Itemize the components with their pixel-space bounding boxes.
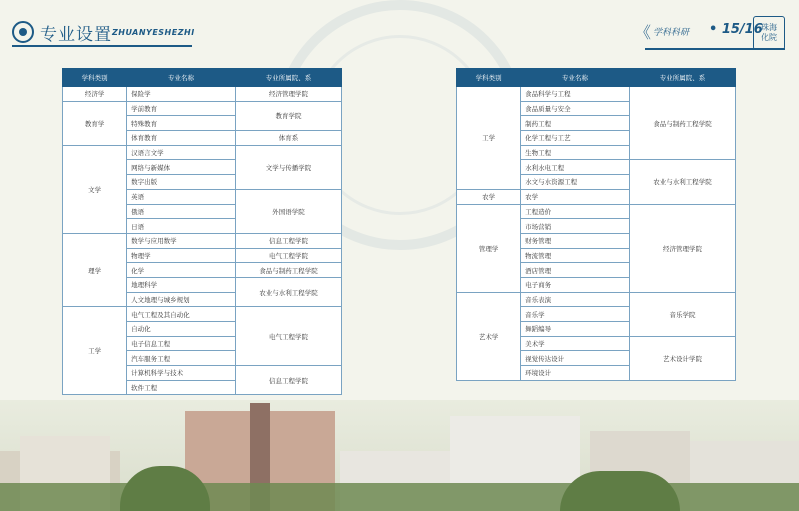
department-cell: 音乐学院 [629,292,735,336]
column-header-category: 学科类别 [457,69,521,87]
table-row [63,233,342,248]
major-cell: 物理学 [127,248,236,263]
campus-trees [560,471,680,511]
major-cell: 数学与应用数学 [127,233,236,248]
table-row [63,145,342,160]
department-cell: 教育学院 [235,101,341,130]
major-cell: 水文与水资源工程 [521,175,630,190]
table-row [457,292,736,307]
category-cell: 艺术学 [457,292,521,380]
badge-top-text: 珠海 [761,23,777,32]
table-row [63,87,342,102]
table-row [457,204,736,219]
major-cell: 计算机科学与技术 [127,366,236,381]
major-cell: 生物工程 [521,145,630,160]
table-row [457,87,736,102]
major-cell: 俄语 [127,204,236,219]
major-cell: 音乐表演 [521,292,630,307]
column-header-department: 专业所属院、系 [629,69,735,87]
major-cell: 食品科学与工程 [521,87,630,102]
department-cell: 农业与水利工程学院 [235,277,341,306]
page-number-value: 15/16 [721,22,763,37]
page-number: • 15/16 [709,22,763,37]
major-cell: 农学 [521,189,630,204]
major-cell: 人文地理与城乡规划 [127,292,236,307]
major-cell: 视觉传达设计 [521,351,630,366]
section-label: 学科科研 [653,28,690,38]
department-cell: 文学与传播学院 [235,145,341,189]
table-row [63,101,342,116]
category-cell: 工学 [457,87,521,190]
school-badge [753,16,785,50]
category-cell: 经济学 [63,87,127,102]
department-cell: 体育系 [235,131,341,146]
column-header-major: 专业名称 [127,69,236,87]
category-cell: 教育学 [63,101,127,145]
major-cell: 环境设计 [521,366,630,381]
department-cell: 农业与水利工程学院 [629,160,735,204]
major-cell: 财务管理 [521,233,630,248]
major-cell: 电子信息工程 [127,336,236,351]
badge-bottom-text: 化院 [761,33,777,42]
category-cell: 管理学 [457,204,521,292]
major-cell: 软件工程 [127,380,236,395]
major-cell: 自动化 [127,322,236,337]
major-cell: 音乐学 [521,307,630,322]
major-cell: 美术学 [521,336,630,351]
major-cell: 物流管理 [521,248,630,263]
category-cell: 理学 [63,233,127,306]
header-divider-left [12,45,192,47]
major-cell: 数字出版 [127,175,236,190]
column-header-department: 专业所属院、系 [235,69,341,87]
category-cell: 文学 [63,145,127,233]
major-cell: 英语 [127,189,236,204]
major-cell: 日语 [127,219,236,234]
table-header-row [457,69,736,87]
major-cell: 化学工程与工艺 [521,131,630,146]
campus-photo [0,400,799,511]
category-cell: 农学 [457,189,521,204]
department-cell: 食品与制药工程学院 [629,87,735,160]
category-cell: 工学 [63,307,127,395]
major-cell: 保险学 [127,87,236,102]
major-cell: 汉语言文学 [127,145,236,160]
department-cell: 艺术设计学院 [629,336,735,380]
major-cell: 制药工程 [521,116,630,131]
major-cell: 网络与新媒体 [127,160,236,175]
major-cell: 水利水电工程 [521,160,630,175]
majors-table-left [62,68,342,395]
header-divider-right [645,48,785,50]
major-cell: 电气工程及其自动化 [127,307,236,322]
major-cell: 学前教育 [127,101,236,116]
department-cell: 信息工程学院 [235,366,341,395]
chevron-left-icon: 《 [635,23,652,42]
table-header-row [63,69,342,87]
major-cell: 化学 [127,263,236,278]
major-cell: 地理科学 [127,277,236,292]
page-header-left [12,17,212,47]
department-cell: 食品与制药工程学院 [235,263,341,278]
major-cell: 特殊教育 [127,116,236,131]
page-title: 专业设置 [40,25,112,45]
major-cell: 汽车服务工程 [127,351,236,366]
logo-icon [12,21,34,43]
major-cell: 食品质量与安全 [521,101,630,116]
page-title-pinyin: ZHUANYESHEZHI [112,28,195,37]
department-cell: 信息工程学院 [235,233,341,248]
major-cell: 酒店管理 [521,263,630,278]
major-cell: 舞蹈编导 [521,322,630,337]
department-cell: 电气工程学院 [235,307,341,366]
major-cell: 工程造价 [521,204,630,219]
department-cell: 电气工程学院 [235,248,341,263]
page-header-right [635,16,785,50]
major-cell: 体育教育 [127,131,236,146]
major-cell: 市场营销 [521,219,630,234]
major-cell: 电子商务 [521,277,630,292]
table-row [63,307,342,322]
department-cell: 外国语学院 [235,189,341,233]
column-header-major: 专业名称 [521,69,630,87]
column-header-category: 学科类别 [63,69,127,87]
majors-table-right [456,68,736,381]
department-cell: 经济管理学院 [629,204,735,292]
department-cell: 经济管理学院 [235,87,341,102]
